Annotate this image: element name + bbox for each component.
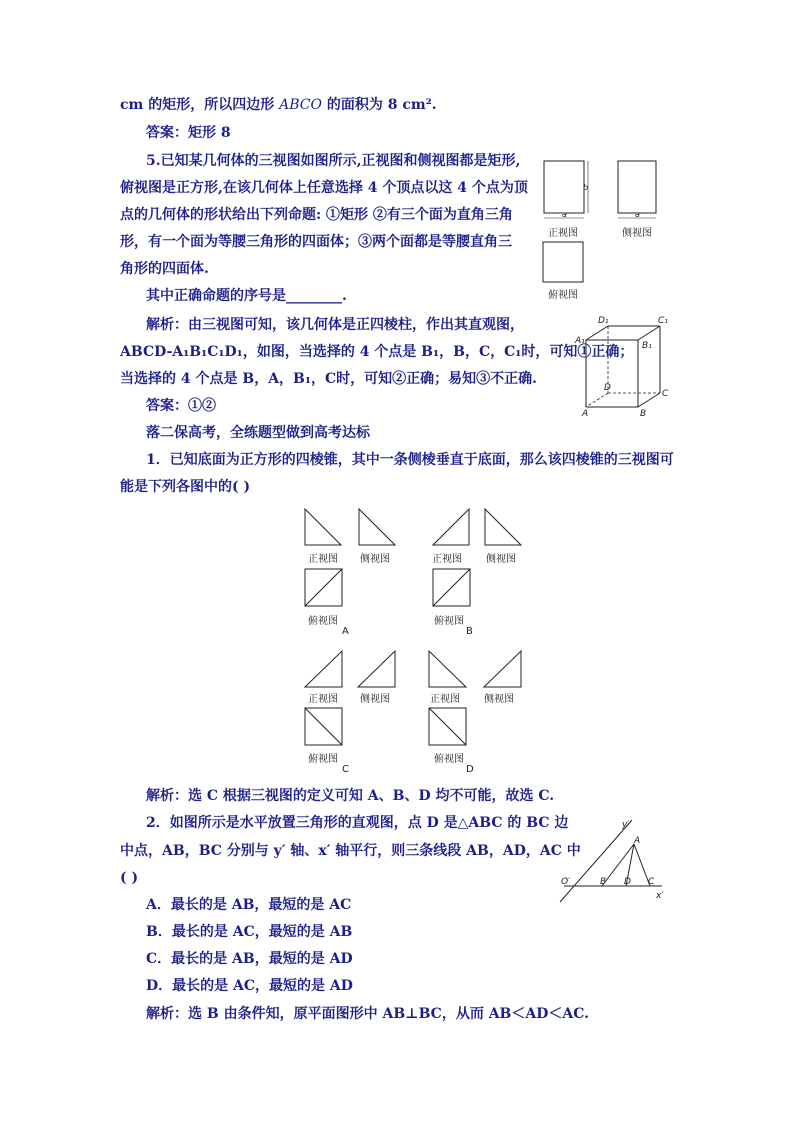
opt-b-letter: B	[466, 626, 473, 637]
opt-c-top-label: 俯视图	[308, 754, 338, 765]
label-D1: D₁	[598, 316, 609, 326]
q5-line-3: 点的几何体的形状给出下列命题: ①矩形 ②有三个面为直角三角	[120, 207, 513, 223]
opt-c-front-label: 正视图	[308, 694, 338, 705]
label-y: y′	[622, 820, 630, 830]
q5-line-1: 5.已知某几何体的三视图如图所示,正视图和侧视图都是矩形,	[146, 153, 521, 169]
opt-b-top-diag	[433, 569, 470, 606]
opt-c-top-diag	[305, 708, 342, 745]
opt-a-side-label: 侧视图	[360, 554, 390, 565]
opt-d-letter: D	[466, 764, 474, 775]
opt-d-front-label: 正视图	[430, 694, 460, 705]
q5-line-2: 俯视图是正方形,在该几何体上任意选择 4 个顶点以这 4 个点为顶	[120, 180, 528, 196]
edge-da	[586, 393, 608, 407]
opt-b-side-label: 侧视图	[486, 554, 516, 565]
opt-c-side-label: 侧视图	[360, 694, 390, 705]
top-view-rect	[543, 242, 583, 282]
q5-answer: 答案：①②	[146, 398, 216, 414]
section-header: 落二保高考，全练题型做到高考达标	[146, 425, 370, 441]
opt-a-top-diag	[305, 569, 342, 606]
prism-figure	[572, 312, 682, 418]
q5-side-label: 侧视图	[622, 228, 652, 239]
p2-line-2: 中点，AB，BC 分别与 y′ 轴、x′ 轴平行，则三条线段 AB，AD，AC 中	[120, 843, 581, 859]
intro-answer: 答案：矩形 8	[146, 125, 231, 141]
intro-text-c: 的面积为 8 cm².	[321, 97, 437, 113]
q5-front-label: 正视图	[548, 228, 578, 239]
q5-solution-1: 解析：由三视图可知，该几何体是正四棱柱，作出其直观图，	[146, 317, 524, 333]
label-D: D	[604, 383, 611, 393]
opt-b-front-label: 正视图	[432, 554, 462, 565]
label-D2: D	[624, 877, 631, 887]
opt-b-side	[485, 509, 521, 545]
opt-c-letter: C	[342, 764, 349, 775]
edge-d1a1	[586, 326, 608, 340]
opt-a-letter: A	[342, 626, 349, 637]
p1-line-2: 能是下列各图中的( )	[120, 479, 251, 495]
label-C1: C₁	[658, 316, 668, 326]
label-A1: A₁	[575, 336, 585, 346]
intro-text-a: cm 的矩形，所以四边形	[120, 97, 280, 113]
opt-a-front	[305, 509, 341, 545]
label-A: A	[582, 409, 589, 419]
q5-line-5: 角形的四面体.	[120, 261, 209, 277]
front-view-rect	[544, 161, 584, 213]
p1-line-1: 1．已知底面为正方形的四棱锥，其中一条侧棱垂直于底面，那么该四棱锥的三视图可	[146, 452, 674, 468]
opt-d-front	[429, 651, 466, 687]
p2-solution: 解析：选 B 由条件知，原平面图形中 AB⊥BC，从而 AB＜AD＜AC.	[146, 1006, 590, 1022]
intro-line	[120, 97, 437, 113]
label-A2: A	[634, 836, 641, 846]
label-B2: B	[600, 877, 607, 887]
q5-top-label: 俯视图	[548, 290, 578, 301]
label-C: C	[662, 389, 669, 399]
p2-line-1: 2．如图所示是水平放置三角形的直观图，点 D 是△ABC 的 BC 边	[146, 815, 569, 831]
dim-b: b	[583, 183, 589, 192]
q5-solution-3: 当选择的 4 个点是 B，A，B₁，C时，可知②正确；易知③不正确.	[120, 371, 538, 387]
q5-solution-2: ABCD-A₁B₁C₁D₁，如图，当选择的 4 个点是 B₁，B，C，C₁时，可知①正确；	[120, 344, 634, 360]
opt-c-front	[305, 651, 342, 687]
opt-b-front	[433, 509, 469, 545]
opt-d-side	[484, 651, 521, 687]
opt-a-side	[359, 509, 395, 545]
p2-option-b: B．最长的是 AC，最短的是 AB	[146, 924, 353, 940]
opt-d-side-label: 侧视图	[484, 694, 514, 705]
dim-a-front: a	[562, 210, 567, 219]
p2-option-a: A．最长的是 AB，最短的是 AC	[146, 897, 352, 913]
label-B: B	[640, 409, 647, 419]
opt-a-front-label: 正视图	[308, 554, 338, 565]
side-view-rect	[618, 161, 656, 213]
oblique-triangle-figure	[558, 818, 670, 904]
label-O: O′	[561, 877, 571, 887]
opt-a-top-label: 俯视图	[308, 616, 338, 627]
label-B1: B₁	[642, 341, 652, 351]
edge-b1c1	[638, 326, 660, 340]
edge-bc	[638, 393, 660, 407]
opt-d-top-diag	[429, 708, 466, 745]
p1-solution: 解析：选 C 根据三视图的定义可知 A、B、D 均不可能，故选 C.	[146, 788, 555, 804]
label-C2: C	[648, 877, 655, 887]
opt-b-top-label: 俯视图	[434, 616, 464, 627]
p2-option-d: D．最长的是 AC，最短的是 AD	[146, 978, 353, 994]
p2-line-3: ( )	[120, 870, 139, 886]
dim-a-side: a	[635, 210, 640, 219]
opt-c-side	[358, 651, 395, 687]
intro-text-b: ABCO	[279, 97, 322, 113]
label-x: x′	[656, 891, 664, 901]
p2-option-c: C．最长的是 AB，最短的是 AD	[146, 951, 353, 967]
opt-d-top-label: 俯视图	[434, 754, 464, 765]
q5-line-4: 形，有一个面为等腰三角形的四面体；③两个面都是等腰直角三	[120, 234, 512, 250]
q5-line-6: 其中正确命题的序号是________.	[146, 288, 347, 304]
